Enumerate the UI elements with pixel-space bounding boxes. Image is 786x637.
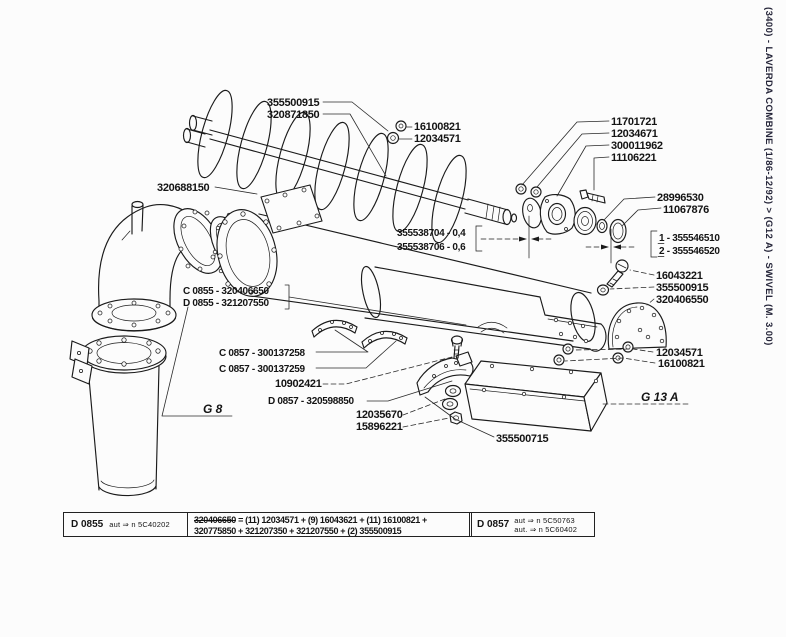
- callout-c0857-300137258: C 0857 - 300137258: [219, 348, 305, 359]
- shoe-washers-nut: [443, 386, 463, 425]
- callout-355500915-top: 355500915: [267, 97, 320, 109]
- clamp-arc-1: [312, 320, 357, 337]
- half-moon-cover-drawing: [608, 303, 666, 349]
- callout-11701721: 11701721: [611, 116, 657, 128]
- formula-line-1: [194, 515, 467, 526]
- callout-15896221: 15896221: [356, 421, 403, 433]
- bolt-16043221: [598, 260, 629, 295]
- callout-12034571-bottom: 12034571: [656, 347, 703, 359]
- callout-12034671: 12034671: [611, 128, 658, 140]
- lower-tube-drawing: [358, 265, 606, 351]
- callout-320688150: 320688150: [157, 182, 210, 194]
- callout-c0855-320406650: C 0855 - 320406650: [183, 286, 269, 297]
- clamp-arc-2: [362, 331, 407, 348]
- callout-320406550: 320406550: [656, 294, 709, 306]
- callout-10902421: 10902421: [275, 378, 322, 390]
- callout-16100821-top: 16100821: [414, 121, 461, 133]
- callout-11067876: 11067876: [663, 204, 709, 216]
- callout-355538704: 355538704 - 0,4: [397, 228, 466, 239]
- ref-code-d0855: D 0855: [71, 519, 104, 530]
- callout-16043221: 16043221: [656, 270, 703, 282]
- callout-355500915-mid: 355500915: [656, 282, 709, 294]
- ref-serial-d0855: aut ⇒ n 5C40202: [109, 520, 170, 529]
- callout-355500715: 355500715: [496, 433, 549, 445]
- callout-320871850: 320871850: [267, 109, 320, 121]
- formula-line-2: 320775850 + 321207350 + 321207550 + (2) 355500915: [194, 525, 402, 536]
- callout-11106221: 11106221: [611, 152, 657, 164]
- ref-code-d0857: D 0857: [477, 519, 510, 530]
- callout-16100821-bottom: 16100821: [658, 358, 705, 370]
- footer-cell-d0857: [469, 513, 594, 536]
- callout-12034571-top: 12034571: [414, 133, 461, 145]
- footer-cell-d0855: [64, 513, 188, 536]
- callout-28996530: 28996530: [657, 192, 704, 204]
- callout-c0857-300137259: C 0857 - 300137259: [219, 364, 305, 375]
- footer-table: [63, 512, 595, 537]
- group-label-g13a: G 13 A: [641, 390, 679, 404]
- auger-washers: [388, 121, 407, 144]
- formula-line-1-rest: = (11) 12034571 + (9) 16043621 + (11) 16100821 +: [238, 515, 427, 525]
- ref-serial-d0857-1: aut ⇒ n 5C50763: [514, 515, 575, 525]
- page-title: (3400) - LAVERDA COMBINE (1/86-12/92) > (G12 A) - SWIVEL (M. 3.00): [763, 7, 774, 346]
- callout-12035670: 12035670: [356, 409, 403, 421]
- auger-shaft-end: [465, 199, 517, 225]
- callout-355546510: 1 - 355546510: [659, 233, 720, 244]
- callout-355546520: 2 - 355546520: [659, 246, 720, 257]
- callout-300011962: 300011962: [611, 140, 663, 152]
- group-label-g8: G 8: [203, 402, 223, 416]
- callout-d0857-320598850: D 0857 - 320598850: [268, 396, 354, 407]
- ref-serial-d0857-2: aut. ⇒ n 5C60402: [514, 524, 578, 534]
- formula-superseded-number: 320406650: [194, 515, 236, 525]
- callout-355538706: 355538706 - 0,6: [397, 242, 466, 253]
- cover-plate-drawing: [261, 185, 322, 233]
- upper-tube-drawing: [209, 204, 599, 344]
- bearing-hardware-chain: [516, 184, 626, 243]
- wear-shoe-drawing: [417, 352, 473, 395]
- vertical-tube-drawing: [70, 336, 166, 496]
- bolt-11106221: [580, 190, 605, 203]
- footer-cell-formula: [188, 513, 469, 536]
- callout-d0855-321207550: D 0855 - 321207550: [183, 298, 269, 309]
- box-tray-drawing: [465, 361, 607, 431]
